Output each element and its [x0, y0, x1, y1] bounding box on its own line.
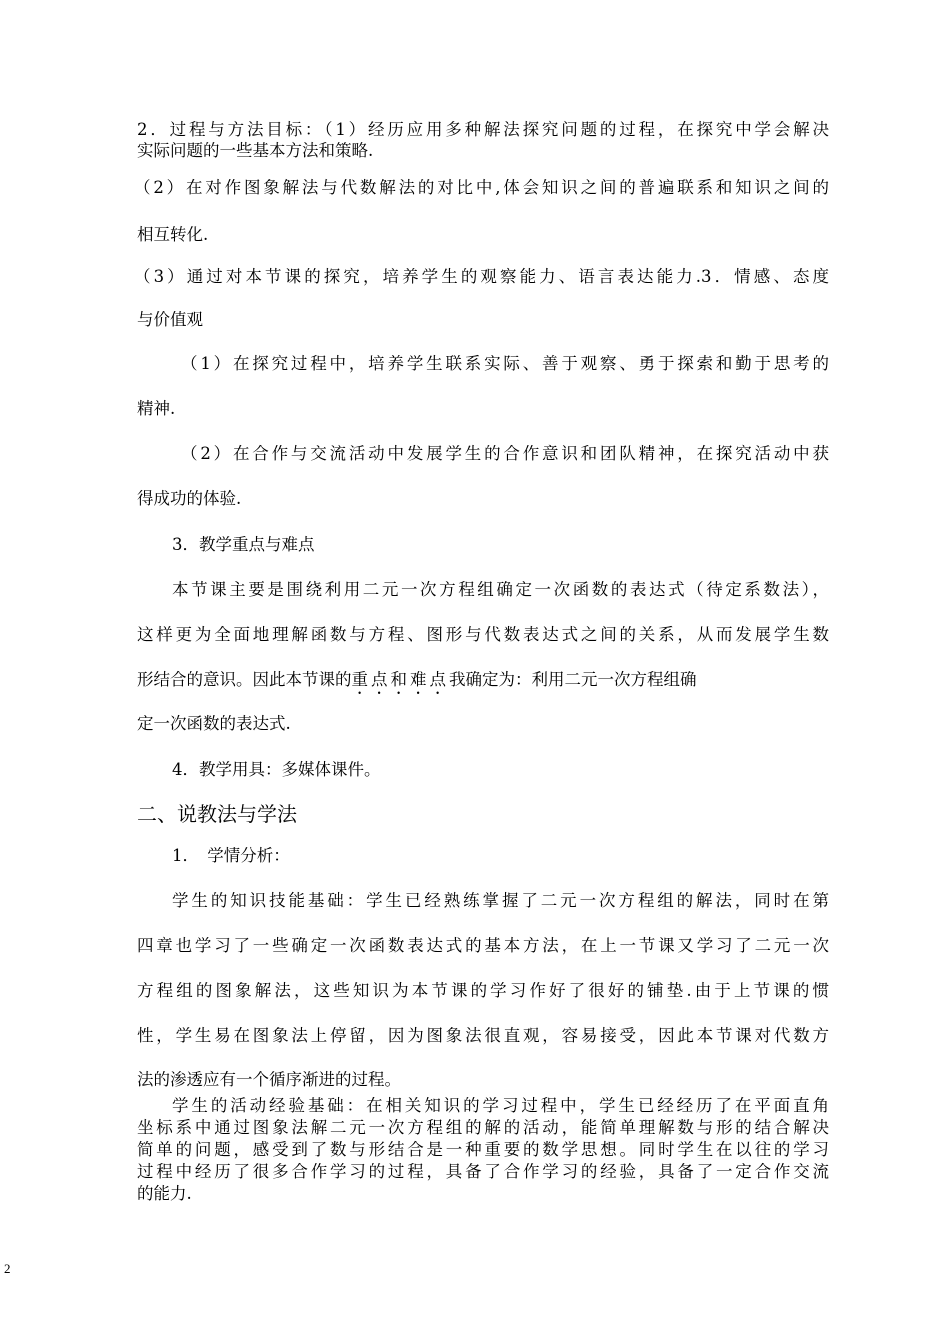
text-run: 我确定为：利用二元一次方程组确 [449, 670, 697, 689]
text-line: 定一次函数的表达式. [137, 714, 291, 733]
subsection-heading: 1． 学情分析： [172, 846, 290, 865]
text-line: 这样更为全面地理解函数与方程、图形与代数表达式之间的关系，从而发展学生数 [137, 625, 829, 644]
text-line [137, 670, 697, 698]
text-line: 的能力. [137, 1184, 192, 1203]
text-line: 精神. [137, 399, 176, 418]
text-line: 2．过程与方法目标：（1）经历应用多种解法探究问题的过程，在探究中学会解决 [137, 120, 829, 139]
text-line: 本节课主要是围绕利用二元一次方程组确定一次函数的表达式（待定系数法）， [172, 580, 829, 599]
text-line: 坐标系中通过图象法解二元一次方程组的解的活动，能简单理解数与形的结合解决 [137, 1118, 829, 1137]
text-line: 得成功的体验. [137, 489, 242, 508]
text-line: 与价值观 [137, 310, 203, 329]
text-line: 相互转化. [137, 225, 209, 244]
text-line: 性，学生易在图象法上停留，因为图象法很直观，容易接受，因此本节课对代数方 [137, 1026, 829, 1045]
text-line: 实际问题的一些基本方法和策略. [137, 141, 374, 160]
emphasis-text: 重点和难点 [351, 670, 449, 689]
page-number: 2 [4, 1261, 11, 1276]
text-line: （2）在合作与交流活动中发展学生的合作意识和团队精神，在探究活动中获 [181, 444, 829, 463]
text-line: 过程中经历了很多合作学习的过程，具备了合作学习的经验，具备了一定合作交流 [137, 1162, 829, 1181]
text-line: 学生的知识技能基础：学生已经熟练掌握了二元一次方程组的解法，同时在第 [172, 891, 829, 910]
text-line: 学生的活动经验基础：在相关知识的学习过程中，学生已经经历了在平面直角 [172, 1096, 829, 1115]
section-heading: 4．教学用具：多媒体课件。 [172, 760, 381, 779]
text-line: 四章也学习了一些确定一次函数表达式的基本方法，在上一节课又学习了二元一次 [137, 936, 829, 955]
text-line: （3）通过对本节课的探究，培养学生的观察能力、语言表达能力.3．情感、态度 [134, 267, 829, 286]
text-line: （1）在探究过程中，培养学生联系实际、善于观察、勇于探索和勤于思考的 [181, 354, 829, 373]
text-line: 法的渗透应有一个循序渐进的过程。 [137, 1070, 401, 1089]
text-run: 形结合的意识。因此本节课的 [137, 670, 352, 689]
text-line: 方程组的图象解法，这些知识为本节课的学习作好了很好的铺垫.由于上节课的惯 [137, 981, 829, 1000]
section-heading: 3．教学重点与难点 [172, 535, 315, 554]
chapter-heading: 二、说教法与学法 [137, 802, 297, 826]
text-line: （2）在对作图象解法与代数解法的对比中,体会知识之间的普遍联系和知识之间的 [134, 178, 829, 197]
text-line: 简单的问题，感受到了数与形结合是一种重要的数学思想。同时学生在以往的学习 [137, 1140, 829, 1159]
